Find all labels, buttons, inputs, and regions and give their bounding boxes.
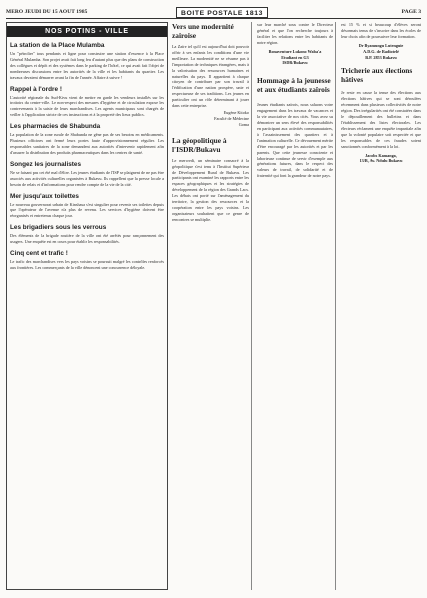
potin-body: Le trafic des marchandises vers les pays voisins se poursuit malgré les contrôles renforcés aux frontières. Les commerçants de la ville dénoncent une concurrence déloyale. <box>10 259 164 270</box>
article-title: La géopolitique à l'ISDR/Bukavu <box>172 135 227 154</box>
article-title: Tricherie aux élections hâtives <box>341 66 413 85</box>
page-number: PAGE 3 <box>401 9 421 15</box>
potin-body: L'autorité régionale du Sud-Kivu vient de mettre en garde les vendeurs installés sur les trottoirs du centre-ville. Le non-respect des mesures d'hygiène et de circulation expose les contrevenants à la saisie de leurs marchandises. Les agents municipaux sont chargés de veiller à l'application stricte de ces instructions et à la propreté des lieux publics. <box>10 94 164 118</box>
potin-title: Cinq cent et trafic ! <box>10 250 68 258</box>
potins-banner: NOS POTINS - VILLE <box>7 26 167 37</box>
potin-body: Le nouveau gouvernorat urbain de Kinshasa s'est singulier pour revenir ses toilettes depuis que l'opérateur de l'avenue n'a plus de revenu. Les services d'hygiène doivent être réorganisés et entretenus chaque jour. <box>10 201 164 219</box>
article-continuation: est 15 % et si beaucoup d'élèves seront désormais tenus de s'inscrire dans les écoles de leur choix afin de poursuivre leur formation. <box>341 22 421 39</box>
article-signature: Dr Byamungu Lutenguie A.D.G. de Radiotelé B.P. 2853 Bukavu <box>358 42 404 60</box>
potin-body: Des éléments de la brigade routière de la ville ont été arrêtés pour rançonnement des usagers. Une enquête est en cours pour établir les responsabilités. <box>10 233 164 245</box>
column-modernite <box>172 22 252 590</box>
article-signature: Bonaventure Lukono Waba'a Etudiant en G3 ISDR/Bukavu <box>268 48 322 66</box>
column-tricherie <box>339 22 421 590</box>
article-body: Je reste en cause la tenue des élections aux élections hâtives qui se sont déroulées récemment dans plusieurs collectivités de notre région. Des irrégularités ont été constatées dans le dépouillement des bulletins et dans l'établissement des listes électorales. Les électeurs réclament une enquête impartiale afin que la volonté populaire soit respectée et que les responsables de ces fraudes soient sanctionnés conformément à la loi. <box>341 90 421 149</box>
potins-box <box>6 22 168 590</box>
article-body: Le mercredi, un séminaire consacré à la géopolitique s'est tenu à l'Institut Supérieur de Développement Rural de Bukavu. Les participants ont examiné les rapports entre les espaces géographiques et les stratégies de développement de la région des Grands Lacs. Les débats ont porté sur l'aménagement du territoire, la gestion des ressources et la coopération entre les pays voisins. Les organisateurs souhaitent que ce genre de rencontres se multiplie. <box>172 157 249 222</box>
article-signature: Eugène Kitoko Faculté de Médecine Goma <box>214 109 249 127</box>
running-header <box>6 6 421 19</box>
potin-title: Songez les journalistes <box>10 160 82 168</box>
column-hommage <box>255 22 336 590</box>
article-signature: Jacobs Kamanga, 13/B, Av. Ndulu Bukavu <box>359 152 403 164</box>
article-continuation: sur leur marché sous contre le Directeur général et que l'on recherche toujours à faciliter les relations entre les habitants de notre région. <box>257 22 333 45</box>
potin-title: Rappel à l'ordre ! <box>10 85 62 93</box>
article-body: Jeunes étudiants zaïrois, nous saluons votre engagement dans les travaux de vacances et la vie associative de nos cités. Vous avez su démontrer un sens élevé des responsabilités en participant aux activités communautaires, à l'assainissement des quartiers et à l'animation culturelle. Ce dévouement mérite d'être encouragé par les autorités et par les parents. Que cette jeunesse consciente et laborieuse continue de servir d'exemple aux générations futures, dans le respect des valeurs de travail, de solidarité et de fraternité qui font la grandeur de notre pays. <box>257 102 333 179</box>
potin-title: La station de la Place Mulamba <box>10 42 105 49</box>
potin-title: Mer jusqu'aux toilettes <box>10 192 79 200</box>
potin-title: Les pharmacies de Shabunda <box>10 123 101 131</box>
potin-body: Un "pétrolier" tous pendants et ligne pour construire une station d'essence à la Place Général Mulamba. Son projet avait fait long feu d'autant plus que des plans de construction des collègues et dépôt et des systèmes dans le parking de l'hôtel, ce qui avait fait l'objet de nombreuses discussions entre les autorités de la ville et les habitants du quartier. Les travaux devaient démarrer avant la fin de l'année. Affaire à suivre ! <box>10 51 164 80</box>
article-title: Vers une modernité zairoise <box>172 22 234 40</box>
potin-title: Les brigadiers sous les verrous <box>10 224 107 232</box>
potin-body: Ne se faisant pas cet été mal d'élire. Les jeunes étudiants de l'ISP se plaignent de ne pas être associés aux activités culturelles organisées à Bukavu. Ils rappellent que la presse locale a besoin de relais et d'informations pour rendre compte de la vie de la cité. <box>10 169 164 187</box>
section-box-title: BOITE POSTALE 1813 <box>176 7 268 18</box>
article-title: Hommage à la jeunesse et aux étudiants zaïrois <box>257 76 331 95</box>
issue-date: MERO JEUDI DU 15 AOUT 1985 <box>6 9 88 15</box>
potin-body: La population de la zone rurale de Shabunda ne gêne pas de ses besoins en médicaments. Plusieurs officines ont fermé leurs portes faute d'approvisionnement régulier. Les responsables sanitaires de la zone demandent aux autorités d'intervenir rapidement afin d'assurer la distribution des produits pharmaceutiques dans les centres de santé. <box>10 132 164 155</box>
article-body: La Zaïre tel qu'il est aujourd'hui doit pouvoir offrir à ses enfants les conditions d'une vie meilleure. La modernité ne se résume pas à l'importation de techniques étrangères, mais à la valorisation des ressources humaines et naturelles du pays. Il appartient à chaque citoyen de contribuer par son travail à l'édification d'une nation prospère, unie et respectueuse de ses traditions. Les jeunes en particulier ont un rôle déterminant à jouer dans cette entreprise. <box>172 44 249 109</box>
